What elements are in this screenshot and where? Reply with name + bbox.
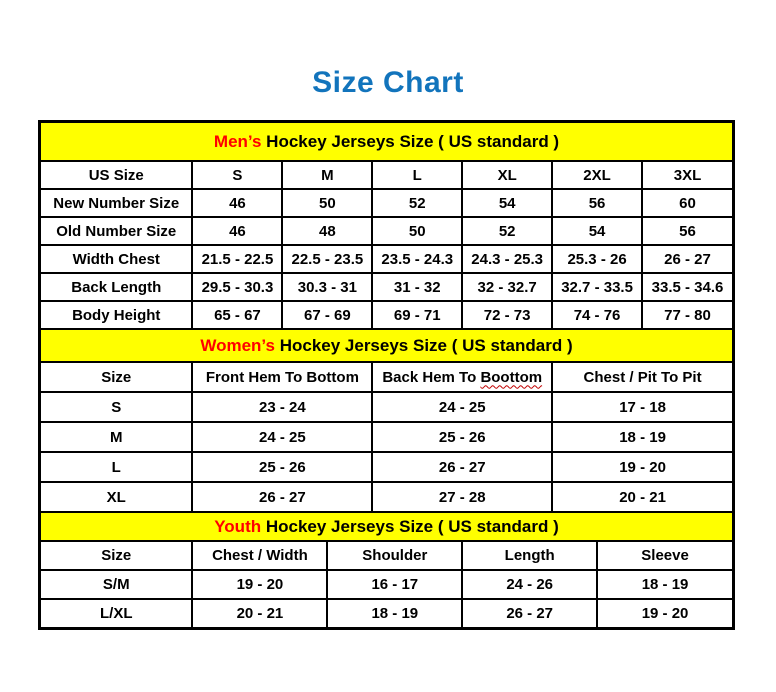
size-cell: 32 - 32.7 xyxy=(462,273,552,301)
section-mens xyxy=(41,123,732,328)
size-cell: 46 xyxy=(192,217,282,245)
section-title-womens: Hockey Jerseys Size ( US standard ) xyxy=(274,335,573,355)
row-label: Body Height xyxy=(41,301,192,328)
size-cell: 23 - 24 xyxy=(192,392,372,422)
table-row xyxy=(41,245,732,273)
column-header: US Size xyxy=(41,162,192,189)
row-label: M xyxy=(41,422,192,452)
section-accent-mens: Men’s xyxy=(213,131,262,151)
row-label: S/M xyxy=(41,570,192,599)
size-cell: 30.3 - 31 xyxy=(282,273,372,301)
size-cell: 65 - 67 xyxy=(192,301,282,328)
size-cell: 56 xyxy=(642,217,732,245)
size-cell: 72 - 73 xyxy=(462,301,552,328)
column-header: L xyxy=(372,162,462,189)
size-cell: 69 - 71 xyxy=(372,301,462,328)
size-cell: 32.7 - 33.5 xyxy=(552,273,642,301)
column-header-row xyxy=(41,542,732,570)
column-header: Sleeve xyxy=(597,542,732,570)
table-row xyxy=(41,273,732,301)
section-accent-womens: Women’s xyxy=(200,335,275,355)
section-header-womens xyxy=(41,328,732,363)
table-row xyxy=(41,217,732,245)
size-cell: 74 - 76 xyxy=(552,301,642,328)
size-cell: 29.5 - 30.3 xyxy=(192,273,282,301)
column-header: Size xyxy=(41,542,192,570)
size-cell: 25.3 - 26 xyxy=(552,245,642,273)
size-cell: 56 xyxy=(552,189,642,217)
table-row xyxy=(41,482,732,511)
row-label: Width Chest xyxy=(41,245,192,273)
size-cell: 18 - 19 xyxy=(597,570,732,599)
column-header-row xyxy=(41,162,732,189)
size-cell: 22.5 - 23.5 xyxy=(282,245,372,273)
size-chart-tables xyxy=(38,120,735,630)
section-accent-youth: Youth xyxy=(214,516,262,536)
youth-size-table xyxy=(41,542,732,627)
size-cell: 26 - 27 xyxy=(642,245,732,273)
size-cell: 20 - 21 xyxy=(552,482,732,511)
size-cell: 18 - 19 xyxy=(552,422,732,452)
size-cell: 24.3 - 25.3 xyxy=(462,245,552,273)
size-cell: 52 xyxy=(462,217,552,245)
column-header: Shoulder xyxy=(327,542,462,570)
size-cell: 19 - 20 xyxy=(597,599,732,627)
column-header: 2XL xyxy=(552,162,642,189)
table-row xyxy=(41,570,732,599)
column-header: M xyxy=(282,162,372,189)
size-cell: 25 - 26 xyxy=(372,422,552,452)
size-cell: 50 xyxy=(282,189,372,217)
table-row xyxy=(41,301,732,328)
column-header: S xyxy=(192,162,282,189)
column-header: Front Hem To Bottom xyxy=(192,363,372,392)
size-cell: 67 - 69 xyxy=(282,301,372,328)
size-cell: 16 - 17 xyxy=(327,570,462,599)
size-cell: 23.5 - 24.3 xyxy=(372,245,462,273)
size-cell: 33.5 - 34.6 xyxy=(642,273,732,301)
size-cell: 21.5 - 22.5 xyxy=(192,245,282,273)
size-cell: 24 - 26 xyxy=(462,570,597,599)
column-header: 3XL xyxy=(642,162,732,189)
table-row xyxy=(41,599,732,627)
misspelled-word: Boottom xyxy=(480,368,543,386)
table-row xyxy=(41,392,732,422)
size-cell: 19 - 20 xyxy=(192,570,327,599)
column-header: XL xyxy=(462,162,552,189)
row-label: Back Length xyxy=(41,273,192,301)
size-cell: 48 xyxy=(282,217,372,245)
row-label: S xyxy=(41,392,192,422)
size-cell: 18 - 19 xyxy=(327,599,462,627)
size-cell: 54 xyxy=(552,217,642,245)
section-youth xyxy=(41,511,732,627)
size-cell: 46 xyxy=(192,189,282,217)
size-cell: 50 xyxy=(372,217,462,245)
size-cell: 27 - 28 xyxy=(372,482,552,511)
table-row xyxy=(41,189,732,217)
row-label: XL xyxy=(41,482,192,511)
section-womens xyxy=(41,328,732,511)
size-cell: 54 xyxy=(462,189,552,217)
size-cell: 19 - 20 xyxy=(552,452,732,482)
size-cell: 17 - 18 xyxy=(552,392,732,422)
size-cell: 31 - 32 xyxy=(372,273,462,301)
size-cell: 77 - 80 xyxy=(642,301,732,328)
column-header: Size xyxy=(41,363,192,392)
column-header: Length xyxy=(462,542,597,570)
table-row xyxy=(41,422,732,452)
size-cell: 26 - 27 xyxy=(372,452,552,482)
table-row xyxy=(41,452,732,482)
mens-size-table xyxy=(41,162,732,328)
size-cell: 20 - 21 xyxy=(192,599,327,627)
section-title-youth: Hockey Jerseys Size ( US standard ) xyxy=(261,516,559,536)
size-cell: 24 - 25 xyxy=(372,392,552,422)
size-cell: 60 xyxy=(642,189,732,217)
column-header: Chest / Pit To Pit xyxy=(552,363,732,392)
section-header-youth xyxy=(41,511,732,542)
row-label: L/XL xyxy=(41,599,192,627)
column-header: Back Hem To Boottom xyxy=(372,363,552,392)
column-header-row xyxy=(41,363,732,392)
size-cell: 26 - 27 xyxy=(462,599,597,627)
size-cell: 26 - 27 xyxy=(192,482,372,511)
row-label: L xyxy=(41,452,192,482)
row-label: Old Number Size xyxy=(41,217,192,245)
size-cell: 24 - 25 xyxy=(192,422,372,452)
womens-size-table xyxy=(41,363,732,511)
page-title: Size Chart xyxy=(312,66,464,99)
row-label: New Number Size xyxy=(41,189,192,217)
size-cell: 25 - 26 xyxy=(192,452,372,482)
size-cell: 52 xyxy=(372,189,462,217)
section-header-mens xyxy=(41,123,732,162)
section-title-mens: Hockey Jerseys Size ( US standard ) xyxy=(261,131,560,151)
column-header: Chest / Width xyxy=(192,542,327,570)
